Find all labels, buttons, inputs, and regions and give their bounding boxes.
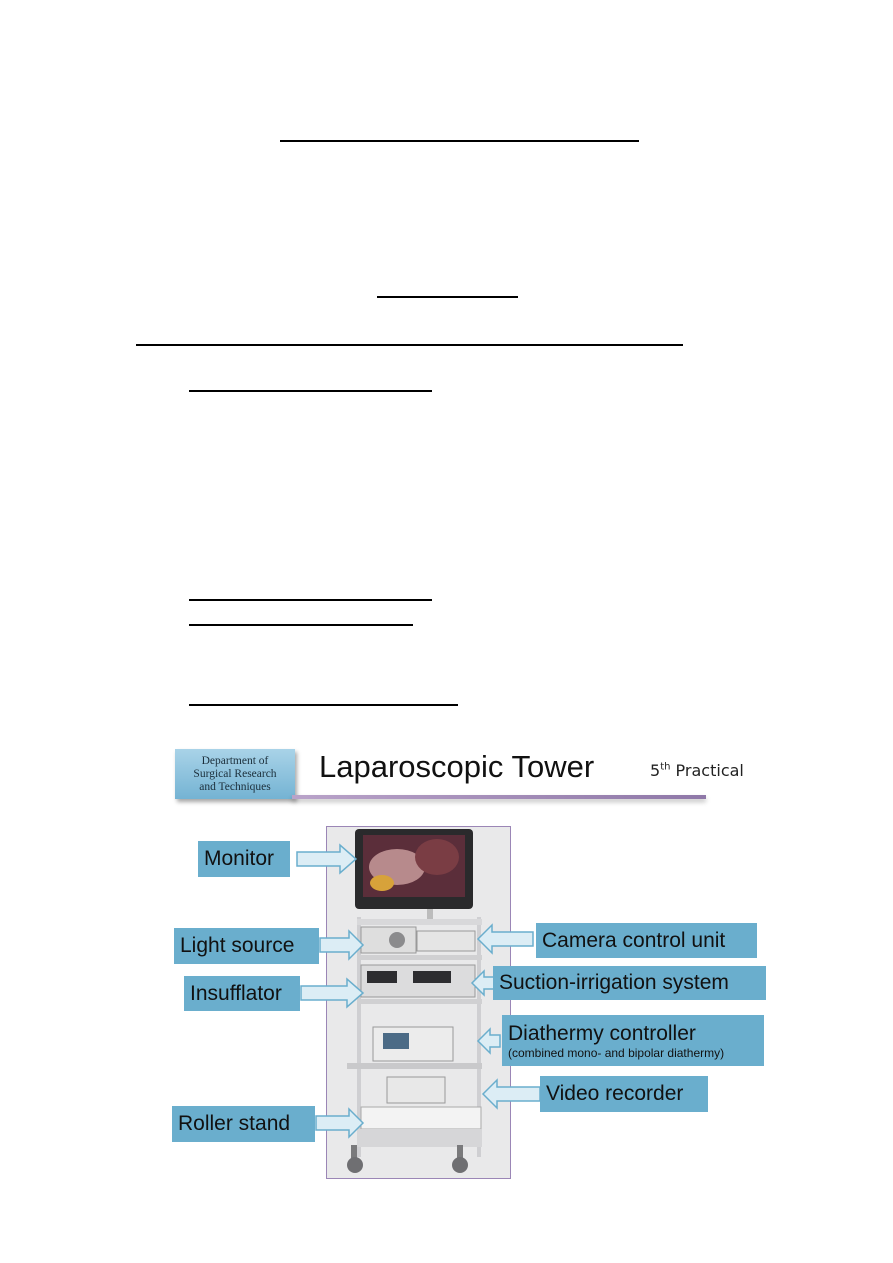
department-line: Department of	[201, 754, 269, 767]
arrow-diathermy	[478, 1029, 500, 1053]
arrow-roller-stand	[316, 1109, 363, 1137]
arrow-insufflator	[301, 979, 363, 1007]
practical-word: Practical	[675, 761, 744, 780]
callout-insufflator: Insufflator	[184, 976, 300, 1011]
arrow-camera-control	[478, 925, 533, 953]
diathermy-sublabel: (combined mono- and bipolar diathermy)	[508, 1045, 725, 1060]
arrow-light-source	[320, 931, 363, 959]
arrow-monitor	[297, 845, 356, 873]
department-line: Surgical Research	[193, 767, 277, 780]
callout-roller-stand: Roller stand	[172, 1106, 315, 1142]
callout-camera-control-unit: Camera control unit	[536, 923, 757, 958]
callout-video-recorder: Video recorder	[540, 1076, 708, 1112]
banner-title: Laparoscopic Tower	[319, 749, 595, 784]
department-line: and Techniques	[199, 780, 271, 793]
callout-diathermy-controller	[502, 1015, 764, 1066]
callout-suction-irrigation: Suction-irrigation system	[493, 966, 766, 1000]
arrow-suction	[472, 971, 494, 995]
practical-suffix: th	[660, 761, 671, 773]
arrow-video-recorder	[483, 1080, 540, 1108]
diathermy-label: Diathermy controller	[508, 1021, 696, 1045]
callout-monitor: Monitor	[198, 841, 290, 877]
practical-number: 5	[650, 761, 661, 780]
callout-light-source: Light source	[174, 928, 319, 964]
